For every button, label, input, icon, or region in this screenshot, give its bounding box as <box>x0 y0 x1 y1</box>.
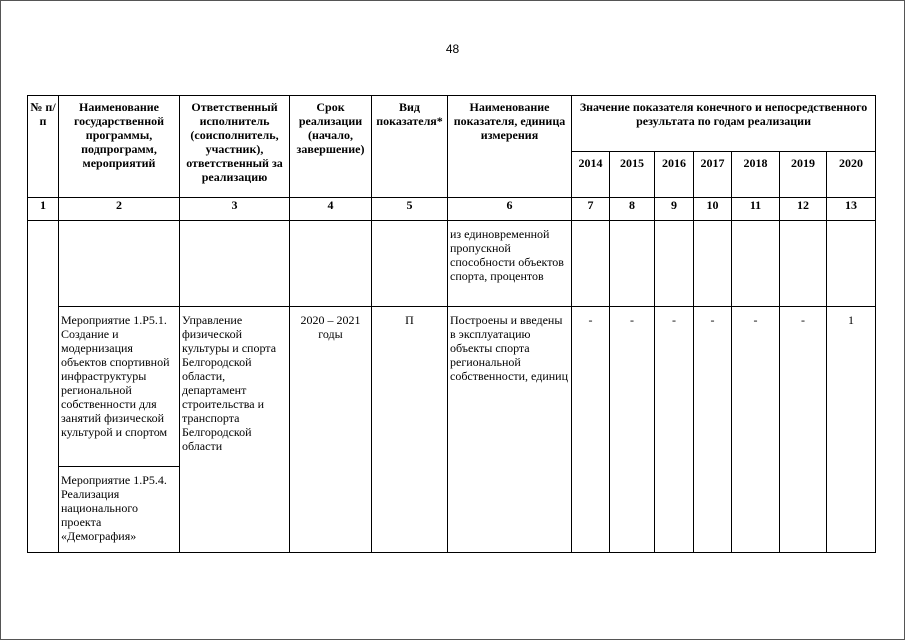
header-year: 2015 <box>610 152 655 198</box>
column-number: 5 <box>372 198 448 221</box>
executor-cell <box>180 221 290 307</box>
table-row <box>28 221 876 307</box>
value-cell <box>572 221 610 307</box>
header-program-name: Наименование государственной программы, подпрограмм, мероприятий <box>59 96 180 198</box>
term-cell <box>290 221 372 307</box>
column-number: 6 <box>448 198 572 221</box>
column-number: 4 <box>290 198 372 221</box>
type-cell <box>372 221 448 307</box>
value-cell <box>610 221 655 307</box>
header-year: 2014 <box>572 152 610 198</box>
header-year: 2019 <box>780 152 827 198</box>
column-number: 8 <box>610 198 655 221</box>
header-indicator-type: Вид показателя* <box>372 96 448 198</box>
measure-type: П <box>372 307 448 553</box>
column-number: 13 <box>827 198 876 221</box>
column-number: 12 <box>780 198 827 221</box>
column-number: 10 <box>694 198 732 221</box>
measure-value: - <box>694 307 732 553</box>
column-number: 3 <box>180 198 290 221</box>
column-number: 7 <box>572 198 610 221</box>
value-cell <box>780 221 827 307</box>
column-number: 11 <box>732 198 780 221</box>
measure-value: - <box>572 307 610 553</box>
page-number: 48 <box>445 42 460 56</box>
row-num-cell <box>28 221 59 553</box>
measure-name: Мероприятие 1.Р5.4. Реализация национального проекта «Демография» <box>59 467 180 553</box>
measure-value: 1 <box>827 307 876 553</box>
value-cell <box>694 221 732 307</box>
header-values-group: Значение показателя конечного и непосредственного результата по годам реализации <box>572 96 876 152</box>
name-cell <box>59 221 180 307</box>
value-cell <box>827 221 876 307</box>
header-num: № п/п <box>28 96 59 198</box>
header-year: 2020 <box>827 152 876 198</box>
header-indicator-name: Наименование показателя, единица измерения <box>448 96 572 198</box>
measure-term: 2020 – 2021 годы <box>290 307 372 553</box>
header-term: Срок реализации (начало, завершение) <box>290 96 372 198</box>
measure-value: - <box>610 307 655 553</box>
value-cell <box>655 221 694 307</box>
header-year: 2017 <box>694 152 732 198</box>
header-year: 2016 <box>655 152 694 198</box>
indicator-cell: из единовременной пропускной способности объектов спорта, процентов <box>448 221 572 307</box>
measure-value: - <box>780 307 827 553</box>
column-number: 2 <box>59 198 180 221</box>
measure-indicator: Построены и введены в эксплуатацию объекты спорта региональной собственности, единиц <box>448 307 572 553</box>
measure-name: Мероприятие 1.Р5.1. Создание и модернизация объектов спортивной инфраструктуры региональной собственности для занятий физической культурой и спортом <box>59 307 180 467</box>
header-executor: Ответственный исполнитель (соисполнитель, участник), ответственный за реализацию <box>180 96 290 198</box>
header-year: 2018 <box>732 152 780 198</box>
measure-executor: Управление физической культуры и спорта Белгородской области, департамент строительства и транспорта Белгородской области <box>180 307 290 553</box>
measure-value: - <box>655 307 694 553</box>
value-cell <box>732 221 780 307</box>
measure-value: - <box>732 307 780 553</box>
column-number: 1 <box>28 198 59 221</box>
program-table <box>27 95 876 553</box>
table-row <box>28 307 876 467</box>
column-number: 9 <box>655 198 694 221</box>
